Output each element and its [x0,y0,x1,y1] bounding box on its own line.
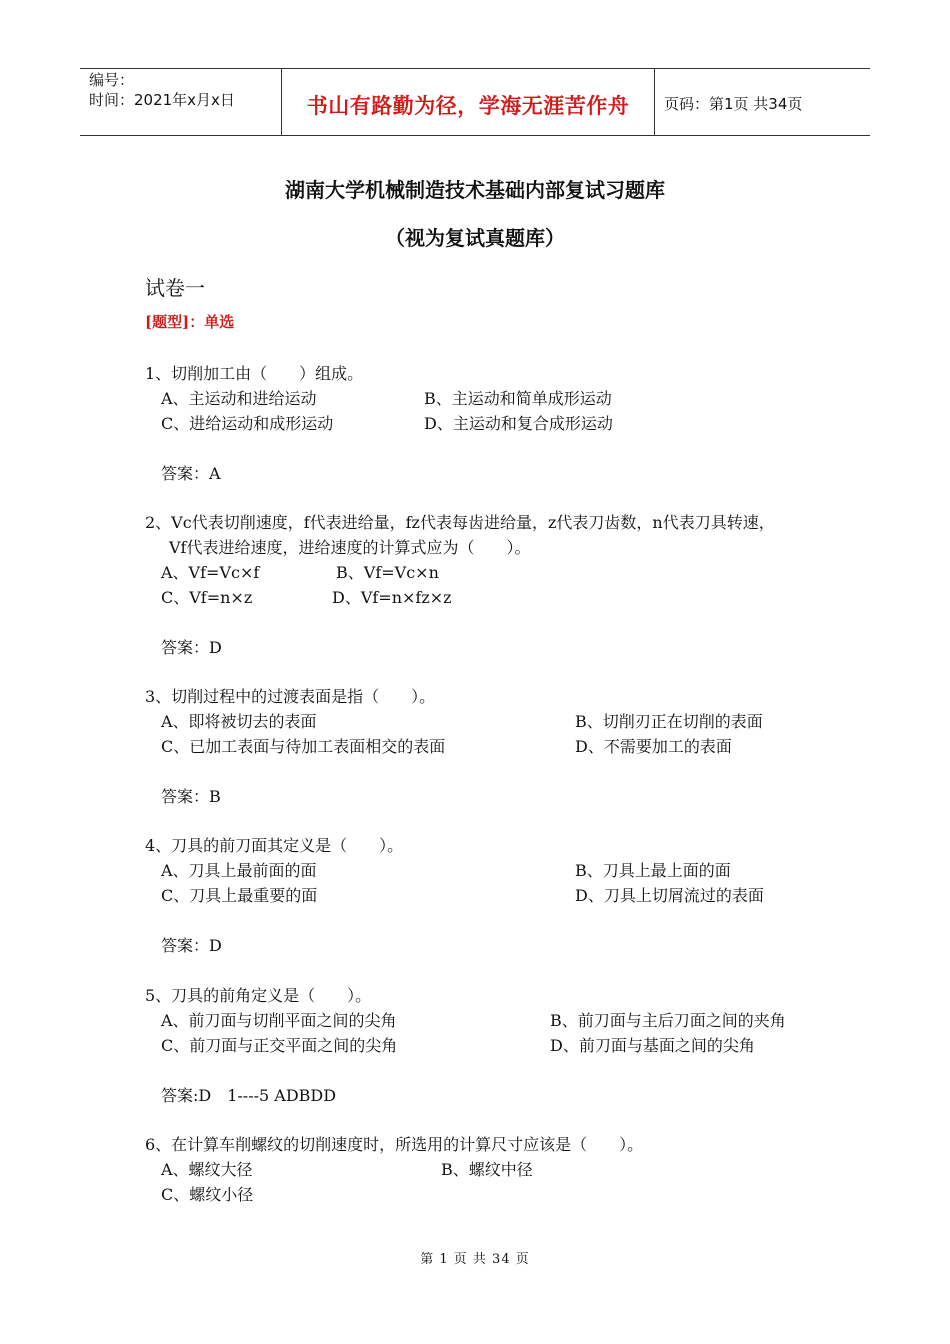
question-5-answer: 答案:D 1----5 ADBDD [161,1086,337,1105]
header-top-rule [80,68,870,69]
question-2-option-d: D、Vf=n×fz×z [332,588,452,607]
question-4-option-d: D、刀具上切屑流过的表面 [575,886,764,905]
question-1-option-a: A、主运动和进给运动 [161,389,317,408]
question-5-stem: 5、刀具的前角定义是（ ）。 [145,986,372,1005]
header-divider-2 [654,68,655,136]
date-label: 时间：2021年x月x日 [89,91,235,109]
question-3-option-d: D、不需要加工的表面 [575,737,732,756]
header-page-info: 页码：第1页 共34页 [664,95,803,113]
question-1-option-b: B、主运动和简单成形运动 [424,389,612,408]
serial-number-label: 编号： [89,71,135,89]
question-4-option-a: A、刀具上最前面的面 [161,861,317,880]
question-4-stem: 4、刀具的前刀面其定义是（ ）。 [145,836,404,855]
question-3-option-b: B、切削刃正在切削的表面 [575,712,763,731]
question-3-answer: 答案：B [161,787,221,806]
question-5-option-a: A、前刀面与切削平面之间的尖角 [161,1011,397,1030]
question-1-option-d: D、主运动和复合成形运动 [424,414,613,433]
question-1-answer: 答案：A [161,464,221,483]
question-5-option-c: C、前刀面与正交平面之间的尖角 [161,1036,398,1055]
question-5-option-b: B、前刀面与主后刀面之间的夹角 [550,1011,786,1030]
question-1-stem: 1、切削加工由（ ）组成。 [145,364,364,383]
header-bottom-rule [80,135,870,136]
document-title: 湖南大学机械制造技术基础内部复试习题库 [285,178,665,202]
page-footer: 第 1 页 共 34 页 [420,1252,530,1267]
question-2-option-b: B、Vf=Vc×n [336,563,439,582]
document-subtitle: （视为复试真题库） [385,226,565,250]
question-6-option-b: B、螺纹中径 [441,1160,533,1179]
header-motto: 书山有路勤为径，学海无涯苦作舟 [306,93,630,118]
question-2-option-a: A、Vf=Vc×f [161,563,260,582]
question-2-stem-continued: Vf代表进给速度，进给速度的计算式应为（ ）。 [169,538,531,557]
question-3-stem: 3、切削过程中的过渡表面是指（ ）。 [145,687,436,706]
question-2-option-c: C、Vf=n×z [161,588,253,607]
question-6-stem: 6、在计算车削螺纹的切削速度时，所选用的计算尺寸应该是（ ）。 [145,1135,644,1154]
question-4-option-c: C、刀具上最重要的面 [161,886,318,905]
question-type-label: [题型]：单选 [145,313,235,331]
paper-label: 试卷一 [145,276,205,300]
question-1-option-c: C、进给运动和成形运动 [161,414,334,433]
question-4-answer: 答案：D [161,936,222,955]
question-5-option-d: D、前刀面与基面之间的尖角 [550,1036,755,1055]
question-2-answer: 答案：D [161,638,222,657]
question-3-option-c: C、已加工表面与待加工表面相交的表面 [161,737,446,756]
question-2-stem: 2、Vc代表切削速度，f代表进给量，fz代表每齿进给量，z代表刀齿数，n代表刀具转速， [145,513,775,532]
header-meta [89,70,235,110]
question-6-option-a: A、螺纹大径 [161,1160,253,1179]
question-6-option-c: C、螺纹小径 [161,1185,254,1204]
question-3-option-a: A、即将被切去的表面 [161,712,317,731]
question-4-option-b: B、刀具上最上面的面 [575,861,731,880]
